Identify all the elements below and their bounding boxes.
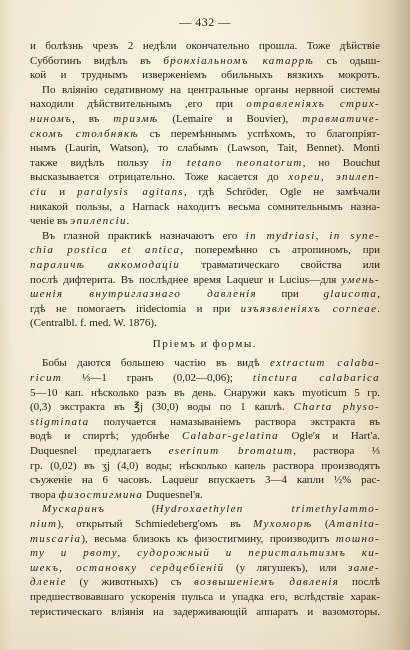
line-content — [30, 387, 380, 399]
spaced-emphasis-run: extractum calaba- — [269, 357, 380, 370]
spaced-emphasis-run: Мускаринъ — [42, 503, 106, 516]
text-line — [30, 459, 380, 474]
text-line — [30, 185, 380, 200]
text-run: Duquesnel предлагаетъ — [30, 445, 169, 458]
text-line — [30, 429, 380, 444]
line-content — [30, 259, 380, 271]
text-line — [30, 590, 380, 605]
text-run: 5—10 кап. нѣсколько разъ въ день. Снаружи какъ myoticum 5 гр. — [30, 386, 380, 399]
text-run: , поперемѣнно съ атропиномъ, при — [180, 244, 380, 257]
paragraph — [30, 229, 380, 331]
paragraph — [30, 502, 380, 619]
text-line — [30, 229, 380, 244]
text-run: кой и труднымъ изверженіемъ обильныхъ вязкихъ мокротъ. — [30, 69, 380, 82]
spaced-emphasis-run: изъязвленіяхъ corneae — [240, 302, 378, 315]
text-line — [30, 156, 380, 171]
line-content — [30, 576, 380, 588]
text-run: ( — [105, 503, 156, 516]
line-content — [30, 562, 380, 574]
text-line — [30, 415, 380, 430]
text-run: ченіе въ — [30, 215, 71, 228]
spaced-emphasis-run: Calabar-gelatina — [181, 430, 279, 443]
text-run: Въ глазной практикѣ назначаютъ его — [42, 229, 246, 242]
text-line — [30, 444, 380, 459]
spaced-emphasis-run: Мухоморѣ — [253, 518, 313, 530]
line-content — [30, 40, 380, 52]
line-content — [42, 357, 380, 369]
spaced-emphasis-run: тризмѣ — [113, 112, 159, 125]
text-line — [30, 258, 380, 273]
line-content — [30, 518, 380, 530]
text-run: (Lemaire и Bouvier), — [158, 112, 303, 125]
text-run: ( — [312, 518, 329, 530]
line-content — [30, 55, 380, 67]
line-content — [30, 401, 380, 413]
text-line — [30, 200, 380, 215]
line-content — [30, 460, 380, 472]
spaced-emphasis-run: дленіе — [30, 576, 67, 589]
line-content — [30, 215, 131, 227]
spaced-emphasis-run: tinctura calabarica — [252, 372, 380, 385]
text-line — [30, 502, 380, 517]
line-content — [30, 274, 380, 286]
text-run: Бобы даются большею частію въ видѣ — [42, 357, 270, 370]
text-run: ), весьма близокъ къ физостигмину, производитъ — [81, 532, 336, 545]
text-run: находили дѣйствительнымъ ,его при — [30, 98, 247, 111]
spaced-emphasis-run: paralysis agitans — [77, 185, 184, 198]
spaced-emphasis-run: физостигмина — [58, 488, 144, 501]
paragraph — [30, 356, 380, 502]
text-run: нымъ (Laurin, Watson), то слабымъ (Lawson, Tait, Bennet). Monti — [30, 142, 380, 155]
text-line — [30, 473, 380, 488]
line-content — [30, 113, 380, 125]
spaced-emphasis-run: Charta physo- — [293, 401, 380, 414]
text-run: ), открытый Schmiedeberg'омъ въ — [57, 518, 254, 530]
spaced-emphasis-run: nium — [30, 518, 58, 530]
text-run: травматическаго свойства или — [180, 258, 380, 271]
text-run: послѣ — [339, 576, 380, 589]
text-run: , въ — [72, 112, 114, 125]
text-line — [30, 54, 380, 69]
text-line — [30, 68, 380, 83]
text-line — [30, 243, 380, 258]
spaced-emphasis-run: ту и рвоту, судорожный и перистальтизмъ ки- — [30, 547, 380, 560]
text-line — [30, 287, 380, 302]
text-line — [30, 575, 380, 590]
spaced-emphasis-run: возвышеніемъ давленія — [194, 576, 340, 589]
text-line — [30, 517, 380, 532]
text-line — [30, 316, 380, 331]
line-content — [42, 230, 380, 242]
spaced-emphasis-run: шекъ, остановку сердцебіеній — [30, 561, 225, 574]
page-body — [30, 39, 380, 619]
text-run: (у лягушекъ), или — [224, 561, 349, 574]
text-run: теристическаго вліянія на задерживающій аппаратъ и вазомоторы. — [30, 605, 380, 618]
text-line — [30, 488, 380, 503]
line-content — [30, 201, 380, 213]
text-line — [30, 546, 380, 561]
text-line — [30, 39, 380, 54]
line-content — [30, 445, 380, 457]
text-run: ⅓—1 гранъ (0,02—0,06); — [62, 372, 253, 385]
line-content — [30, 157, 380, 169]
line-content — [30, 474, 380, 486]
text-line — [30, 532, 380, 547]
text-run: получается намазываніемъ раствора экстракта въ — [89, 415, 380, 428]
spaced-emphasis-run: скомъ столбнякѣ — [30, 127, 140, 140]
text-line — [30, 97, 380, 112]
line-content — [30, 430, 380, 442]
text-line — [30, 356, 380, 371]
text-run: никакой пользы, а Harnack находитъ весьма сомнительнымъ назна- — [30, 200, 380, 213]
line-content — [30, 98, 380, 110]
spaced-emphasis-run: ricum — [30, 372, 63, 385]
line-content — [30, 186, 380, 198]
text-run: также видѣлъ пользу — [30, 156, 162, 169]
line-content — [30, 171, 380, 183]
spaced-emphasis-run: ниномъ — [30, 112, 73, 125]
text-run: По вліянію седативному на центральные органы нервной системы — [42, 83, 380, 96]
line-content — [30, 142, 380, 154]
text-run: , гдѣ Schröder, Ogle не замѣчали — [183, 185, 380, 198]
text-line — [30, 605, 380, 620]
text-run: при — [256, 288, 324, 301]
spaced-emphasis-run: шенія внутриглазнаго давленія — [30, 288, 257, 301]
spaced-emphasis-run: эпилепсіи. — [70, 215, 131, 228]
spaced-emphasis-run: бронхіальномъ катаррѣ — [163, 54, 315, 67]
text-line — [30, 386, 380, 401]
line-content — [30, 288, 380, 300]
text-run: съуженіе на 6 часовъ. Laqueur впускаетъ 3—4 капли ½% рас- — [30, 474, 380, 487]
text-run: гдѣ не помогаетъ iridectomia и при — [30, 302, 241, 315]
section — [30, 39, 380, 331]
section-heading: Пріемъ и формы. — [152, 337, 258, 350]
spaced-emphasis-run: muscaria — [30, 532, 82, 545]
spaced-emphasis-run: chia postica et antica — [30, 244, 181, 257]
spaced-emphasis-run: glaucoma — [323, 288, 378, 301]
text-run: Субботинъ видѣлъ въ — [30, 54, 164, 67]
spaced-emphasis-run: параличѣ аккомодаціи — [30, 258, 181, 271]
spaced-emphasis-run: eserinum bromatum — [168, 445, 294, 458]
text-line — [30, 141, 380, 156]
text-run: , но Bouchut — [302, 156, 381, 169]
text-run: , раствора ⅓ — [293, 445, 380, 458]
text-line — [30, 83, 380, 98]
text-line — [30, 127, 380, 142]
spaced-emphasis-run: тошно- — [335, 532, 380, 545]
text-run: водѣ и спиртѣ; удобнѣе — [30, 430, 182, 443]
text-run: (Centralbl. f. med. W. 1876). — [30, 317, 157, 330]
text-run: предшествовавшаго ускоренія пульса и упадка его, вслѣдствіе харак- — [30, 590, 380, 603]
text-run: и — [47, 185, 78, 198]
spaced-emphasis-run: умень- — [341, 273, 380, 286]
text-run: твора — [30, 488, 59, 501]
text-line — [30, 302, 380, 317]
spaced-emphasis-run: сіи — [30, 185, 48, 198]
spaced-emphasis-run: in tetano neonatorum — [161, 156, 303, 169]
text-run: (0,3) экстракта въ ℥j (30,0) воды по 1 каплѣ. — [30, 401, 294, 414]
line-content — [30, 69, 380, 81]
text-run: (у животныхъ) съ — [66, 576, 195, 589]
line-content — [42, 84, 380, 96]
text-run: гр. (0,02) въ ʒj (4,0) воды; нѣсколько капель раствора производятъ — [30, 459, 380, 472]
text-run: Ogle'я и Hart'а. — [278, 430, 380, 443]
text-run: , — [377, 288, 380, 301]
text-run: съ одыш- — [314, 54, 381, 67]
line-content — [30, 372, 380, 384]
text-line — [30, 170, 380, 185]
line-content — [30, 533, 380, 545]
page-number: — 432 — — [179, 15, 231, 29]
text-line — [30, 371, 380, 386]
line-content — [30, 244, 380, 256]
text-line — [30, 214, 380, 229]
line-content — [30, 317, 157, 329]
line-content — [30, 489, 203, 501]
spaced-emphasis-run: травматиче- — [302, 112, 381, 125]
text-run: высказывается отрицательно. Тоже касается до — [30, 171, 289, 184]
spaced-emphasis-run: Hydroxaethylen trimethylammo- — [155, 503, 380, 516]
text-line — [30, 561, 380, 576]
spaced-emphasis-run: in mydriasi, in syne- — [245, 229, 380, 242]
line-content — [30, 591, 380, 603]
line-content — [30, 606, 380, 618]
paragraph — [30, 83, 380, 229]
text-line — [30, 112, 380, 127]
text-run: . — [377, 302, 380, 315]
text-line — [30, 273, 380, 288]
text-run: Duquesnel'я. — [143, 488, 203, 501]
text-run: послѣ дифтерита. Въ послѣднее время Laqueur и Lucius—для — [30, 273, 342, 286]
text-run: и болѣзнь чрезъ 2 недѣли окончательно прошла. Тоже дѣйствіе — [30, 40, 380, 52]
line-content — [30, 303, 380, 315]
line-content — [30, 128, 380, 140]
paragraph — [30, 39, 380, 83]
line-content — [42, 503, 380, 515]
text-line — [30, 400, 380, 415]
spaced-emphasis-run: хореи, эпилеп- — [288, 171, 380, 184]
spaced-emphasis-run: отравленіяхъ стрих- — [246, 98, 380, 111]
section — [30, 337, 380, 619]
line-content — [30, 416, 380, 428]
text-run: съ перемѣннымъ успѣхомъ, то благопріят- — [139, 127, 380, 140]
spaced-emphasis-run: Amanita- — [328, 518, 380, 530]
spaced-emphasis-run: stigminata — [30, 415, 90, 428]
line-content — [30, 547, 380, 559]
spaced-emphasis-run: заме- — [348, 561, 380, 574]
